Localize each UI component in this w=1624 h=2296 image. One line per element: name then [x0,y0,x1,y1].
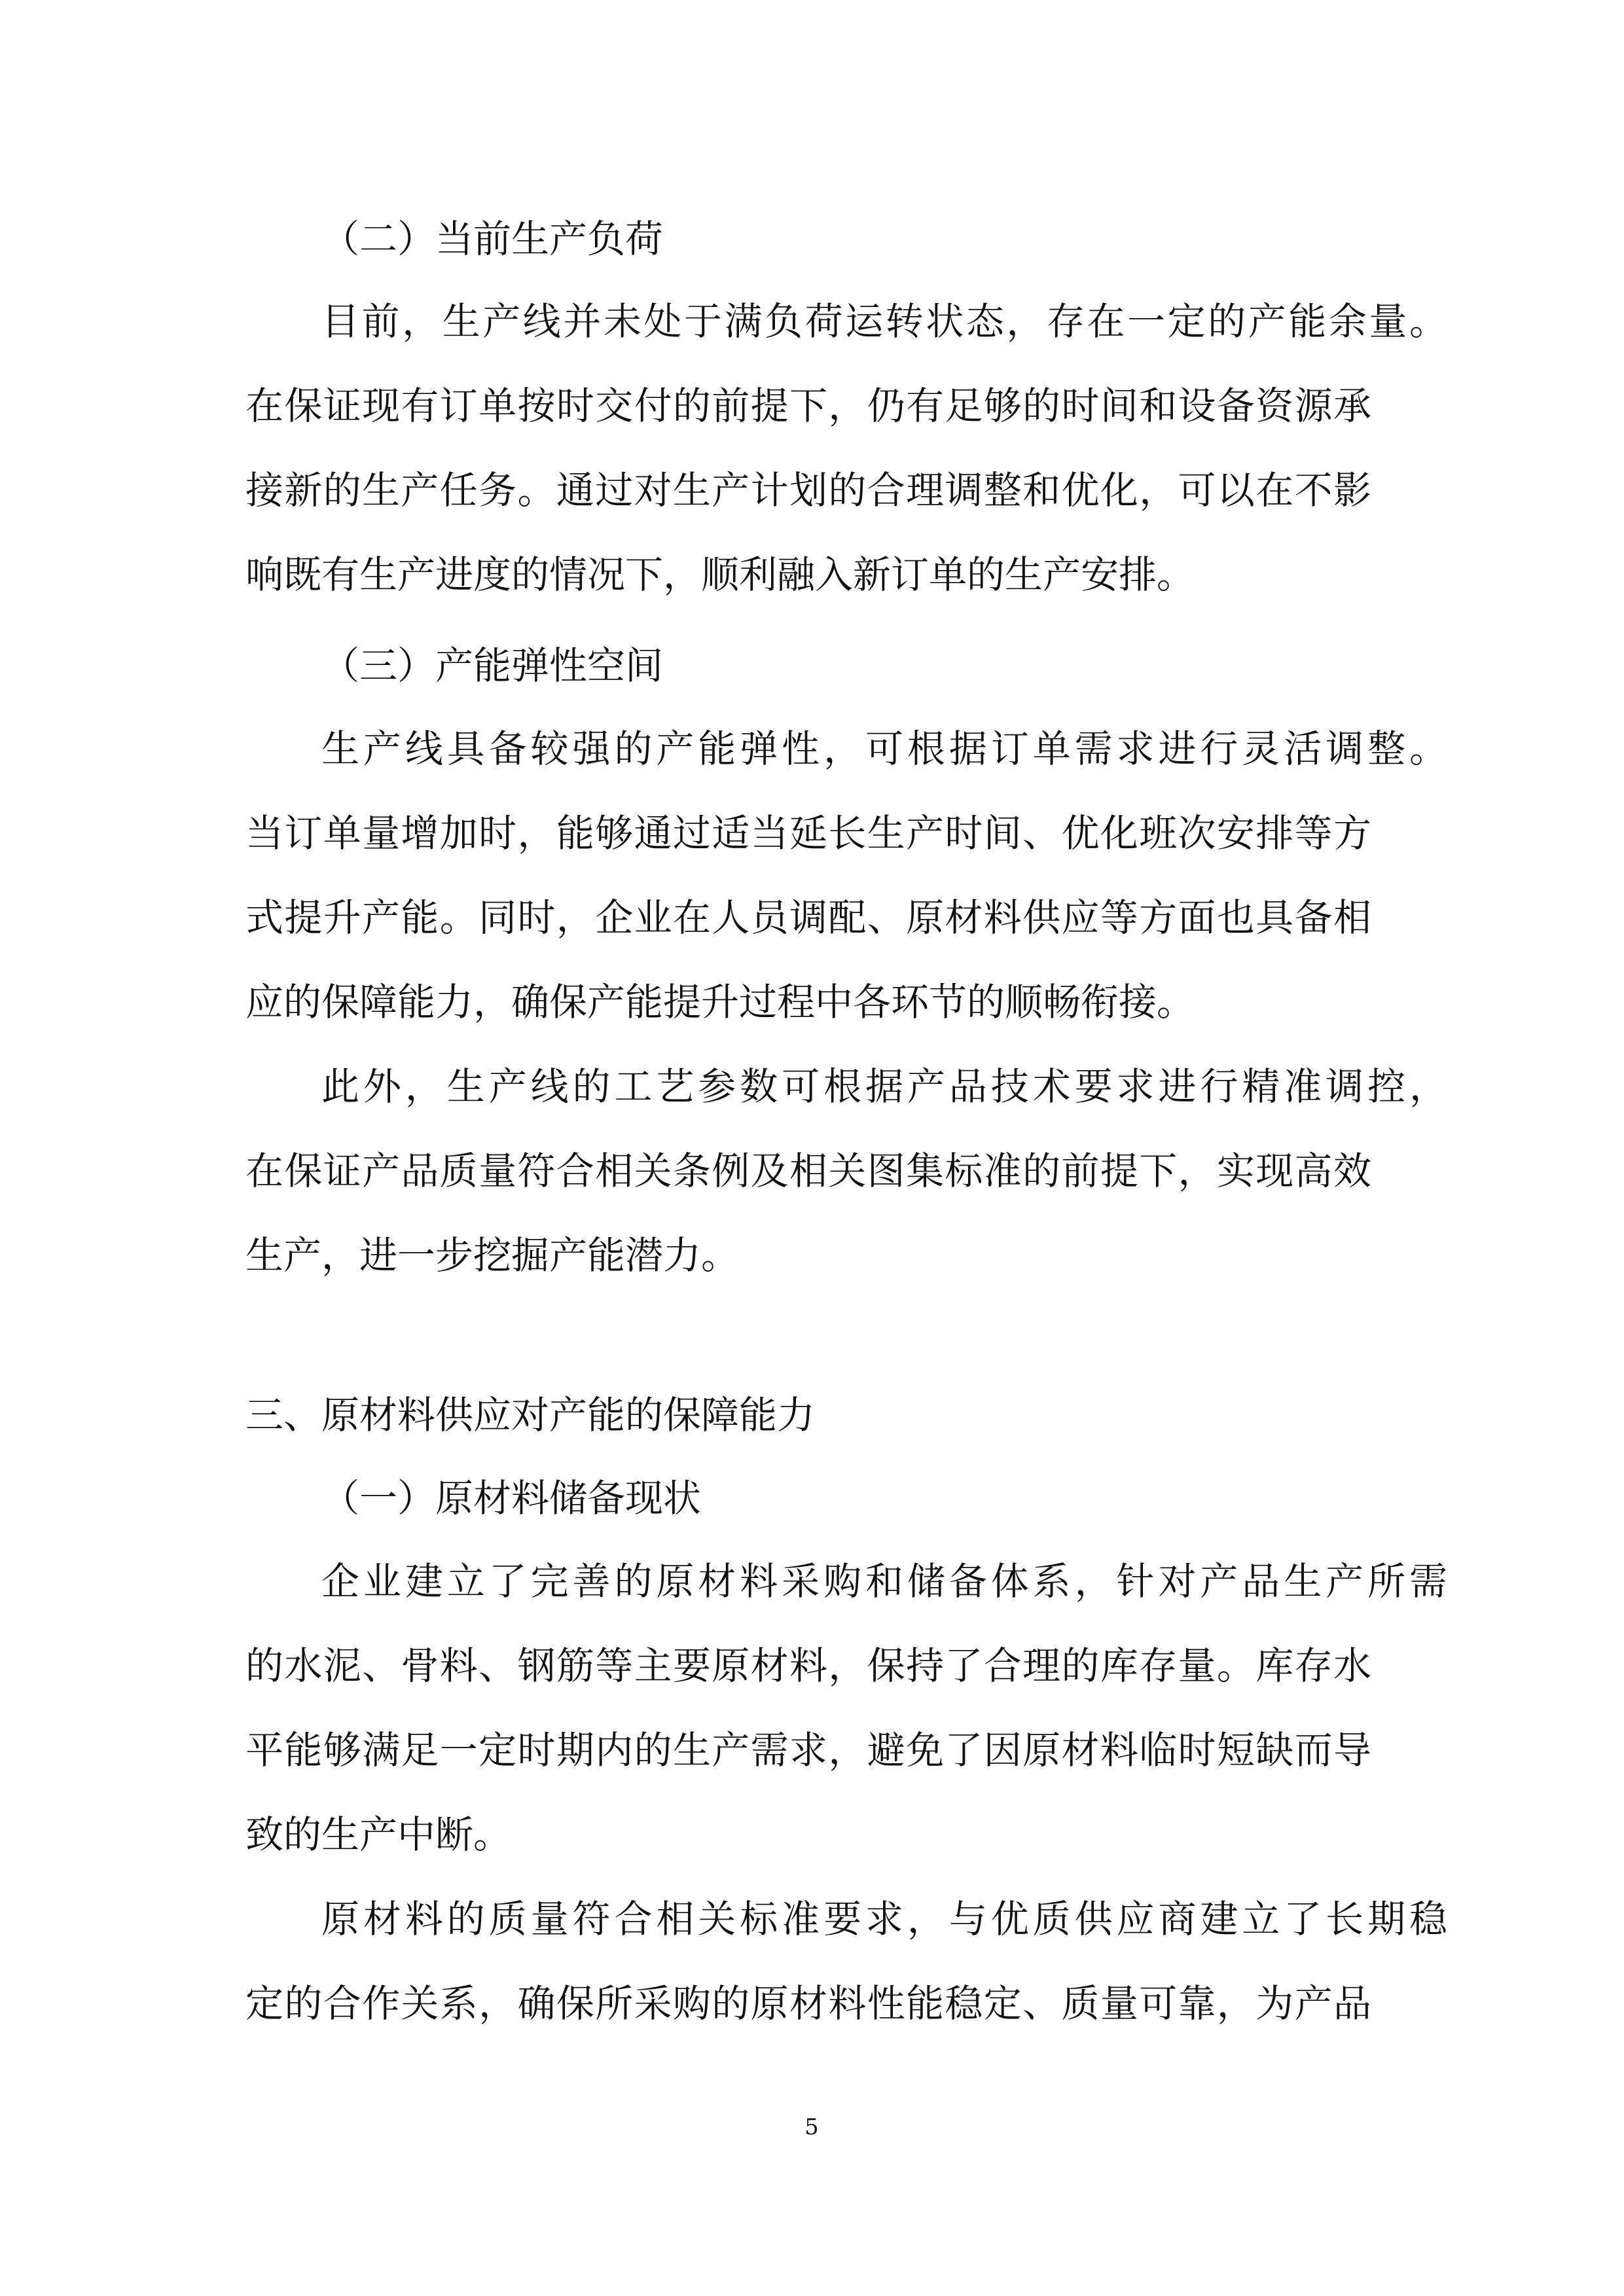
paragraph-line: 接新的生产任务。通过对生产计划的合理调整和优化，可以在不影 [245,468,1371,512]
paragraph-line: 在保证现有订单按时交付的前提下，仍有足够的时间和设备资源承 [245,384,1371,428]
paragraph-line: 生产线具备较强的产能弹性，可根据订单需求进行灵活调整。 [321,726,1447,771]
paragraph-line: 的水泥、骨料、钢筋等主要原材料，保持了合理的库存量。库存水 [245,1643,1371,1688]
paragraph-line: 在保证产品质量符合相关条例及相关图集标准的前提下，实现高效 [245,1149,1371,1193]
paragraph-line: 定的合作关系，确保所采购的原材料性能稳定、质量可靠，为产品 [245,1981,1371,2026]
paragraph-line: 当订单量增加时，能够通过适当延长生产时间、优化班次安排等方 [245,811,1371,855]
paragraph-line: 原材料的质量符合相关标准要求，与优质供应商建立了长期稳 [321,1897,1447,1941]
section-heading-current-load: （二）当前生产负荷 [321,217,664,261]
section-heading-raw-material-reserve: （一）原材料储备现状 [321,1476,702,1520]
page-number: 5 [804,2114,819,2140]
paragraph-line: 生产，进一步挖掘产能潜力。 [245,1233,740,1278]
paragraph-line: 致的生产中断。 [245,1812,512,1857]
paragraph-line: 应的保障能力，确保产能提升过程中各环节的顺畅衔接。 [245,980,1195,1024]
paragraph-line: 目前，生产线并未处于满负荷运转状态，存在一定的产能余量。 [321,299,1447,344]
chapter-heading-raw-materials: 三、原材料供应对产能的保障能力 [245,1393,816,1437]
section-heading-capacity-flexibility: （三）产能弹性空间 [321,643,664,688]
paragraph-line: 平能够满足一定时期内的生产需求，避免了因原材料临时短缺而导 [245,1728,1371,1772]
paragraph-line: 响既有生产进度的情况下，顺利融入新订单的生产安排。 [245,552,1195,597]
paragraph-line: 式提升产能。同时，企业在人员调配、原材料供应等方面也具备相 [245,895,1371,940]
paragraph-line: 企业建立了完善的原材料采购和储备体系，针对产品生产所需 [321,1559,1447,1604]
paragraph-line: 此外，生产线的工艺参数可根据产品技术要求进行精准调控， [321,1064,1447,1109]
